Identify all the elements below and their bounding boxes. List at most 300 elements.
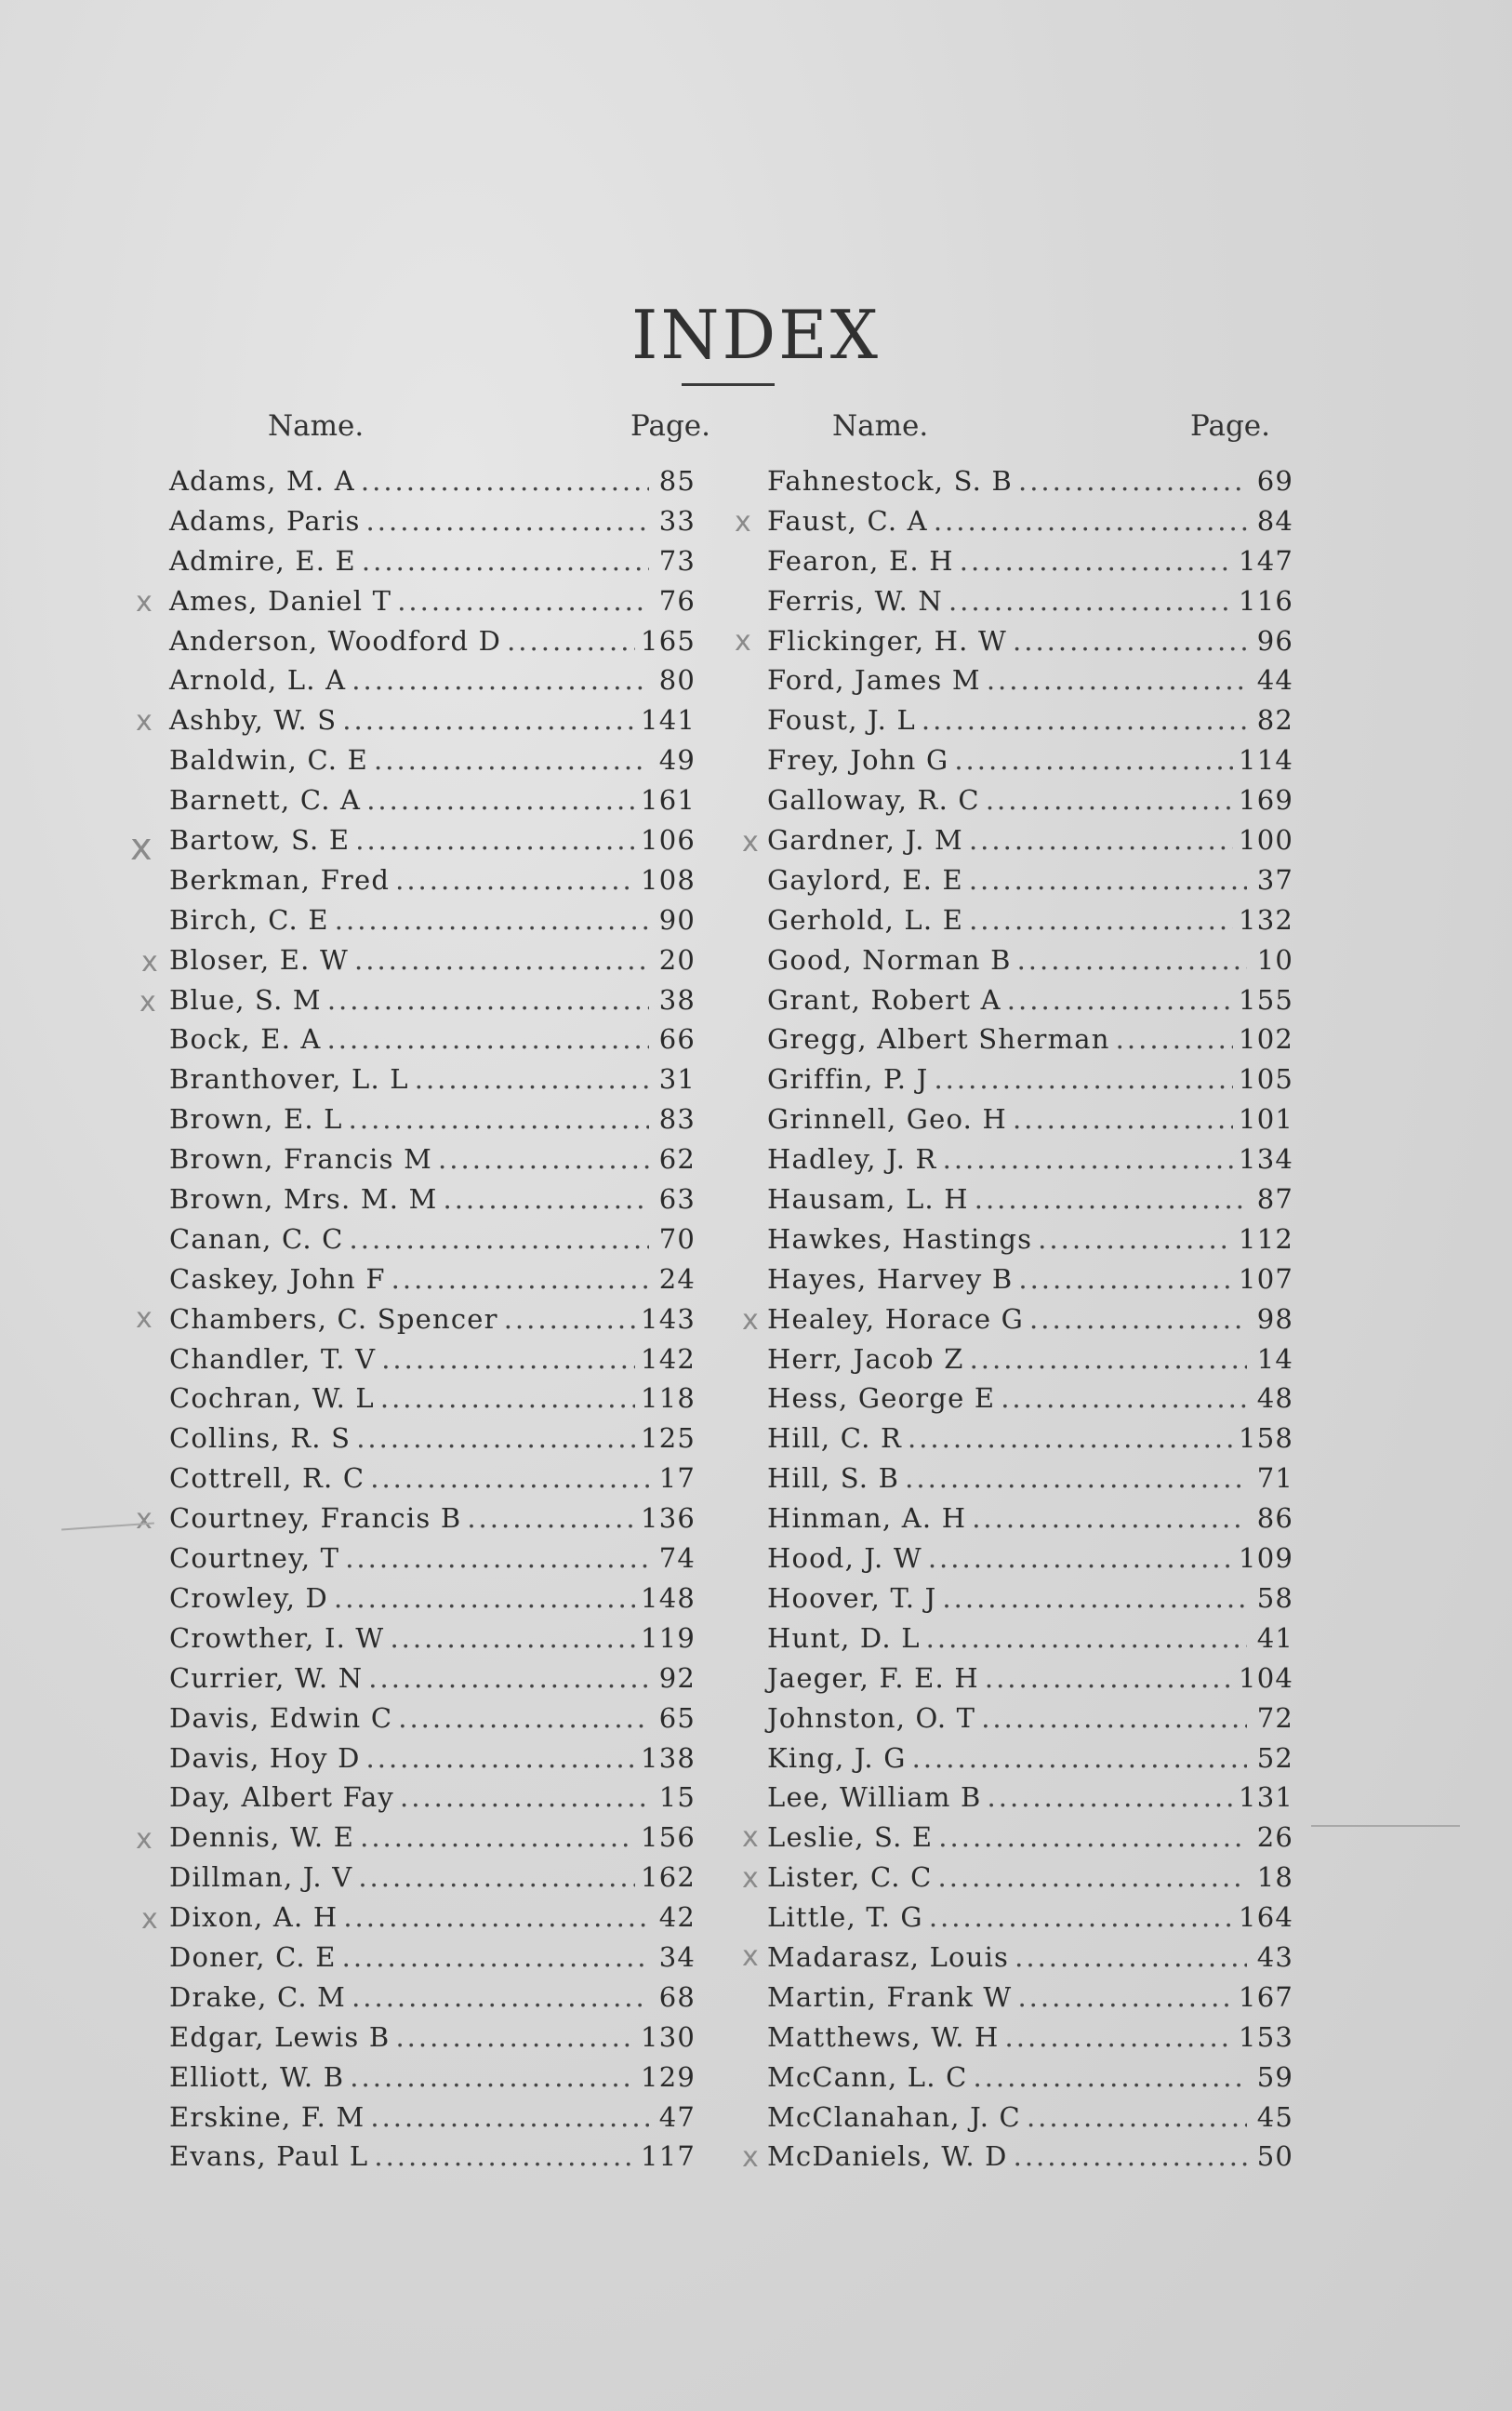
dot-leader bbox=[400, 1781, 649, 1813]
title-rule bbox=[682, 383, 775, 386]
entry-page-number: 167 bbox=[1239, 1980, 1293, 2013]
index-entry bbox=[758, 1343, 1293, 1383]
entry-name: Flickinger, H. W bbox=[767, 624, 1008, 657]
entry-page-number: 24 bbox=[658, 1262, 696, 1295]
index-entry bbox=[758, 1742, 1293, 1782]
entry-name: Hayes, Harvey B bbox=[767, 1262, 1014, 1295]
index-entry bbox=[758, 545, 1293, 585]
entry-page-number: 82 bbox=[1256, 704, 1293, 737]
entry-name: Johnston, O. T bbox=[767, 1701, 976, 1734]
entry-page-number: 156 bbox=[641, 1821, 696, 1854]
index-entry bbox=[166, 1343, 701, 1383]
index-entry bbox=[166, 864, 701, 904]
entry-page-number: 18 bbox=[1256, 1861, 1293, 1894]
entry-page-number: 15 bbox=[658, 1781, 696, 1814]
dot-leader bbox=[467, 1502, 635, 1534]
dot-leader bbox=[381, 1343, 635, 1375]
entry-name: Erskine, F. M bbox=[169, 2100, 365, 2133]
entry-page-number: 147 bbox=[1239, 544, 1293, 577]
entry-name: Grinnell, Geo. H bbox=[767, 1103, 1008, 1136]
index-entry bbox=[166, 1781, 701, 1821]
dot-leader bbox=[335, 904, 649, 936]
entry-page-number: 100 bbox=[1239, 824, 1293, 857]
dot-leader bbox=[374, 744, 649, 776]
dot-leader bbox=[938, 1861, 1247, 1893]
dot-leader bbox=[928, 1542, 1233, 1574]
dot-leader bbox=[908, 1422, 1233, 1454]
entry-name: Fearon, E. H bbox=[767, 544, 954, 577]
entry-name: Crowley, D bbox=[169, 1581, 328, 1614]
index-entry bbox=[758, 1382, 1293, 1422]
dot-leader bbox=[986, 784, 1233, 816]
entry-page-number: 158 bbox=[1239, 1422, 1293, 1455]
entry-page-number: 90 bbox=[658, 903, 696, 936]
entry-name: Brown, E. L bbox=[169, 1103, 343, 1136]
dot-leader bbox=[356, 1422, 635, 1454]
dot-leader bbox=[390, 1622, 635, 1654]
dot-leader bbox=[350, 1223, 649, 1255]
pencil-check-mark: x bbox=[136, 1302, 153, 1335]
index-entry bbox=[758, 1223, 1293, 1263]
entry-page-number: 41 bbox=[1256, 1621, 1293, 1654]
entry-name: Jaeger, F. E. H bbox=[767, 1661, 979, 1694]
entry-name: Ames, Daniel T bbox=[169, 584, 392, 617]
entry-page-number: 132 bbox=[1239, 903, 1293, 936]
entry-name: Frey, John G bbox=[767, 744, 949, 777]
pencil-check-mark: x bbox=[136, 1503, 153, 1536]
entry-name: Caskey, John F bbox=[169, 1262, 386, 1295]
entry-page-number: 130 bbox=[641, 2020, 696, 2053]
entry-page-number: 14 bbox=[1256, 1342, 1293, 1375]
dot-leader bbox=[334, 1582, 635, 1614]
dot-leader bbox=[342, 704, 635, 736]
entry-page-number: 70 bbox=[658, 1222, 696, 1255]
dot-leader bbox=[912, 1742, 1247, 1774]
index-entry bbox=[166, 1662, 701, 1702]
entry-name: Little, T. G bbox=[767, 1901, 923, 1934]
index-entry bbox=[166, 585, 701, 625]
entry-page-number: 138 bbox=[641, 1741, 696, 1774]
entry-list bbox=[758, 465, 1293, 2180]
dot-leader bbox=[969, 864, 1247, 896]
entry-page-number: 92 bbox=[658, 1661, 696, 1694]
entry-page-number: 17 bbox=[658, 1462, 696, 1495]
entry-name: Grant, Robert A bbox=[767, 983, 1001, 1016]
entry-page-number: 134 bbox=[1239, 1143, 1293, 1176]
entry-page-number: 105 bbox=[1239, 1063, 1293, 1096]
entry-page-number: 104 bbox=[1239, 1661, 1293, 1694]
entry-name: Dillman, J. V bbox=[169, 1861, 353, 1894]
dot-leader bbox=[360, 1821, 635, 1853]
dot-leader bbox=[1017, 1981, 1233, 2013]
dot-leader bbox=[934, 1063, 1233, 1095]
entry-page-number: 109 bbox=[1239, 1542, 1293, 1575]
dot-leader bbox=[345, 1542, 649, 1574]
column-header-page: Page. bbox=[1190, 409, 1270, 443]
entry-page-number: 10 bbox=[1256, 943, 1293, 976]
index-entry bbox=[166, 1582, 701, 1622]
index-entry bbox=[758, 784, 1293, 824]
dot-leader bbox=[1005, 2021, 1234, 2053]
dot-leader bbox=[366, 505, 649, 537]
entry-page-number: 131 bbox=[1239, 1781, 1293, 1814]
index-entry bbox=[166, 1263, 701, 1303]
dot-leader bbox=[443, 1183, 649, 1215]
index-entry bbox=[758, 984, 1293, 1024]
index-entry bbox=[758, 904, 1293, 944]
entry-name: Lee, William B bbox=[767, 1781, 982, 1814]
entry-page-number: 119 bbox=[641, 1621, 696, 1654]
entry-page-number: 129 bbox=[641, 2060, 696, 2093]
entry-page-number: 164 bbox=[1239, 1901, 1293, 1934]
entry-name: Branthover, L. L bbox=[169, 1063, 409, 1096]
entry-page-number: 125 bbox=[641, 1422, 696, 1455]
entry-page-number: 50 bbox=[1256, 2140, 1293, 2173]
entry-name: King, J. G bbox=[767, 1741, 907, 1774]
index-entry bbox=[758, 1502, 1293, 1542]
index-entry bbox=[758, 585, 1293, 625]
index-entry bbox=[758, 1063, 1293, 1103]
dot-leader bbox=[391, 1263, 649, 1295]
entry-page-number: 44 bbox=[1256, 664, 1293, 697]
dot-leader bbox=[1013, 625, 1247, 657]
entry-page-number: 114 bbox=[1239, 744, 1293, 777]
entry-page-number: 141 bbox=[641, 704, 696, 737]
entry-page-number: 116 bbox=[1239, 584, 1293, 617]
dot-leader bbox=[370, 1462, 649, 1494]
entry-name: Adams, Paris bbox=[169, 504, 361, 537]
entry-name: Davis, Hoy D bbox=[169, 1741, 361, 1774]
entry-page-number: 102 bbox=[1239, 1023, 1293, 1056]
dot-leader bbox=[327, 1023, 649, 1055]
entry-name: Gerhold, L. E bbox=[767, 903, 964, 936]
entry-name: McCann, L. C bbox=[767, 2060, 968, 2093]
entry-name: McClanahan, J. C bbox=[767, 2100, 1021, 2133]
dot-leader bbox=[351, 664, 649, 696]
dot-leader bbox=[972, 1502, 1247, 1534]
index-entry bbox=[166, 1622, 701, 1662]
index-entry bbox=[758, 1781, 1293, 1821]
entry-name: Evans, Paul L bbox=[169, 2140, 369, 2173]
dot-leader bbox=[366, 1742, 636, 1774]
dot-leader bbox=[1018, 1263, 1233, 1295]
entry-page-number: 112 bbox=[1239, 1222, 1293, 1255]
entry-name: Barnett, C. A bbox=[169, 784, 362, 817]
index-entry bbox=[166, 2061, 701, 2101]
entry-name: Brown, Francis M bbox=[169, 1143, 433, 1176]
dot-leader bbox=[1029, 1303, 1247, 1335]
entry-name: Bartow, S. E bbox=[169, 824, 351, 857]
index-entry bbox=[166, 1542, 701, 1582]
entry-name: Canan, C. C bbox=[169, 1222, 344, 1255]
entry-name: Hawkes, Hastings bbox=[767, 1222, 1033, 1255]
dot-leader bbox=[1007, 984, 1233, 1016]
entry-page-number: 96 bbox=[1256, 624, 1293, 657]
index-entry bbox=[758, 1263, 1293, 1303]
dot-leader bbox=[985, 1662, 1233, 1694]
dot-leader bbox=[507, 625, 635, 657]
index-entry bbox=[166, 2101, 701, 2141]
entry-name: Blue, S. M bbox=[169, 983, 322, 1016]
index-entry bbox=[758, 1103, 1293, 1143]
entry-page-number: 162 bbox=[641, 1861, 696, 1894]
entry-name: Healey, Horace G bbox=[767, 1302, 1025, 1335]
entry-page-number: 63 bbox=[658, 1183, 696, 1216]
index-entry bbox=[166, 784, 701, 824]
index-entry bbox=[758, 1462, 1293, 1502]
column-header-name: Name. bbox=[268, 409, 365, 443]
entry-name: Dixon, A. H bbox=[169, 1901, 338, 1934]
index-entry bbox=[758, 1622, 1293, 1662]
dot-leader bbox=[343, 1901, 649, 1933]
index-entry bbox=[166, 1223, 701, 1263]
entry-page-number: 62 bbox=[658, 1143, 696, 1176]
entry-name: Hill, S. B bbox=[767, 1462, 900, 1495]
dot-leader bbox=[504, 1303, 635, 1335]
entry-name: Courtney, T bbox=[169, 1542, 340, 1575]
index-entry bbox=[166, 664, 701, 704]
entry-name: Collins, R. S bbox=[169, 1422, 351, 1455]
index-entry bbox=[758, 625, 1293, 665]
dot-leader bbox=[960, 545, 1233, 577]
index-entry bbox=[166, 704, 701, 744]
pencil-stroke bbox=[1311, 1825, 1460, 1827]
entry-name: Chandler, T. V bbox=[169, 1342, 377, 1375]
index-entry bbox=[166, 904, 701, 944]
entry-name: Arnold, L. A bbox=[169, 664, 347, 697]
index-entry bbox=[758, 1901, 1293, 1941]
dot-leader bbox=[350, 2061, 635, 2093]
index-entry bbox=[758, 1861, 1293, 1901]
entry-name: Edgar, Lewis B bbox=[169, 2020, 391, 2053]
entry-name: Currier, W. N bbox=[169, 1661, 364, 1694]
pencil-check-mark: x bbox=[136, 586, 153, 619]
entry-page-number: 33 bbox=[658, 504, 696, 537]
index-entry bbox=[166, 1821, 701, 1861]
dot-leader bbox=[905, 1462, 1247, 1494]
index-entry bbox=[166, 1143, 701, 1183]
entry-page-number: 42 bbox=[658, 1901, 696, 1934]
entry-name: Fahnestock, S. B bbox=[767, 465, 1013, 497]
entry-name: Courtney, Francis B bbox=[169, 1502, 462, 1535]
pencil-check-mark: x bbox=[139, 986, 156, 1019]
entry-page-number: 148 bbox=[641, 1581, 696, 1614]
index-entry bbox=[166, 505, 701, 545]
entry-page-number: 107 bbox=[1239, 1262, 1293, 1295]
entry-name: Faust, C. A bbox=[767, 504, 928, 537]
entry-name: Martin, Frank W bbox=[767, 1980, 1013, 2013]
entry-name: Ashby, W. S bbox=[169, 704, 338, 737]
dot-leader bbox=[395, 2021, 635, 2053]
dot-leader bbox=[988, 1781, 1234, 1813]
dot-leader bbox=[1038, 1223, 1233, 1255]
entry-name: Hess, George E bbox=[767, 1382, 996, 1415]
entry-page-number: 165 bbox=[641, 624, 696, 657]
pencil-check-mark: x bbox=[141, 946, 158, 979]
page-title: INDEX bbox=[631, 296, 881, 374]
dot-leader bbox=[926, 1622, 1247, 1654]
entry-page-number: 26 bbox=[1256, 1821, 1293, 1854]
dot-leader bbox=[380, 1382, 635, 1414]
dot-leader bbox=[368, 1662, 649, 1694]
entry-page-number: 101 bbox=[1239, 1103, 1293, 1136]
entry-page-number: 86 bbox=[1256, 1502, 1293, 1535]
entry-name: Hausam, L. H bbox=[767, 1183, 969, 1216]
index-entry bbox=[166, 1981, 701, 2021]
dot-leader bbox=[398, 1702, 649, 1734]
entry-page-number: 69 bbox=[1256, 465, 1293, 497]
index-entry bbox=[758, 2021, 1293, 2061]
entry-page-number: 34 bbox=[658, 1940, 696, 1973]
entry-page-number: 68 bbox=[658, 1980, 696, 2013]
entry-page-number: 106 bbox=[641, 824, 696, 857]
entry-page-number: 85 bbox=[658, 465, 696, 497]
index-entry bbox=[166, 1502, 701, 1542]
dot-leader bbox=[351, 1981, 649, 2013]
entry-name: Bloser, E. W bbox=[169, 943, 350, 976]
index-entry bbox=[166, 625, 701, 665]
index-entry bbox=[758, 1183, 1293, 1223]
entry-page-number: 142 bbox=[641, 1342, 696, 1375]
entry-name: Cottrell, R. C bbox=[169, 1462, 365, 1495]
entry-page-number: 65 bbox=[658, 1701, 696, 1734]
dot-leader bbox=[922, 704, 1247, 736]
index-entry bbox=[758, 2101, 1293, 2141]
entry-name: Hill, C. R bbox=[767, 1422, 902, 1455]
column-header-page: Page. bbox=[630, 409, 710, 443]
entry-name: Galloway, R. C bbox=[767, 784, 980, 817]
entry-name: Gregg, Albert Sherman bbox=[767, 1023, 1110, 1056]
entry-name: Crowther, I. W bbox=[169, 1621, 385, 1654]
entry-page-number: 45 bbox=[1256, 2100, 1293, 2133]
entry-page-number: 155 bbox=[1239, 983, 1293, 1016]
entry-page-number: 58 bbox=[1256, 1581, 1293, 1614]
pencil-check-mark: x bbox=[136, 705, 153, 738]
entry-name: Dennis, W. E bbox=[169, 1821, 355, 1854]
entry-page-number: 80 bbox=[658, 664, 696, 697]
pencil-check-mark: x bbox=[130, 826, 153, 869]
pencil-check-mark: x bbox=[742, 826, 759, 859]
dot-leader bbox=[969, 904, 1233, 936]
index-entry bbox=[758, 1821, 1293, 1861]
entry-page-number: 84 bbox=[1256, 504, 1293, 537]
entry-page-number: 59 bbox=[1256, 2060, 1293, 2093]
dot-leader bbox=[1015, 1941, 1247, 1973]
pencil-check-mark: x bbox=[742, 1304, 759, 1337]
dot-leader bbox=[929, 1901, 1233, 1933]
entry-page-number: 143 bbox=[641, 1302, 696, 1335]
index-entry bbox=[166, 1422, 701, 1462]
entry-page-number: 74 bbox=[658, 1542, 696, 1575]
index-entry bbox=[166, 944, 701, 984]
entry-name: Griffin, P. J bbox=[767, 1063, 929, 1096]
entry-page-number: 31 bbox=[658, 1063, 696, 1096]
dot-leader bbox=[969, 824, 1233, 856]
pencil-check-mark: x bbox=[735, 506, 751, 539]
entry-name: Ferris, W. N bbox=[767, 584, 943, 617]
pencil-check-mark: x bbox=[742, 1862, 759, 1895]
entry-name: Day, Albert Fay bbox=[169, 1781, 395, 1814]
index-entry bbox=[758, 704, 1293, 744]
index-entry bbox=[166, 1941, 701, 1981]
entry-name: Baldwin, C. E bbox=[169, 744, 369, 777]
entry-name: Birch, C. E bbox=[169, 903, 329, 936]
index-entry bbox=[758, 1662, 1293, 1702]
index-entry bbox=[166, 1183, 701, 1223]
index-entry bbox=[758, 1702, 1293, 1742]
index-entry bbox=[758, 864, 1293, 904]
dot-leader bbox=[1027, 2101, 1247, 2133]
pencil-check-mark: x bbox=[742, 2141, 759, 2174]
entry-page-number: 52 bbox=[1256, 1741, 1293, 1774]
dot-leader bbox=[987, 664, 1247, 696]
entry-page-number: 38 bbox=[658, 983, 696, 1016]
pencil-check-mark: x bbox=[141, 1903, 158, 1936]
index-entry bbox=[166, 1702, 701, 1742]
pencil-check-mark: x bbox=[742, 1821, 759, 1854]
entry-page-number: 169 bbox=[1239, 784, 1293, 817]
dot-leader bbox=[354, 944, 649, 976]
index-entry bbox=[758, 824, 1293, 864]
entry-name: Herr, Jacob Z bbox=[767, 1342, 964, 1375]
entry-page-number: 73 bbox=[658, 544, 696, 577]
dot-leader bbox=[397, 585, 649, 617]
entry-page-number: 108 bbox=[641, 863, 696, 896]
entry-page-number: 71 bbox=[1256, 1462, 1293, 1495]
entry-page-number: 49 bbox=[658, 744, 696, 777]
entry-page-number: 98 bbox=[1256, 1302, 1293, 1335]
entry-name: Matthews, W. H bbox=[767, 2020, 1000, 2053]
entry-name: Hood, J. W bbox=[767, 1542, 922, 1575]
index-entry bbox=[166, 545, 701, 585]
dot-leader bbox=[1013, 1103, 1233, 1135]
index-entry bbox=[758, 2140, 1293, 2180]
dot-leader bbox=[1018, 465, 1247, 497]
index-entry bbox=[758, 1422, 1293, 1462]
dot-leader bbox=[943, 1143, 1233, 1175]
entry-name: Hunt, D. L bbox=[767, 1621, 921, 1654]
index-entry bbox=[758, 1303, 1293, 1343]
dot-leader bbox=[355, 824, 635, 856]
entry-name: Lister, C. C bbox=[767, 1861, 933, 1894]
dot-leader bbox=[954, 744, 1233, 776]
entry-page-number: 43 bbox=[1256, 1940, 1293, 1973]
dot-leader bbox=[1001, 1382, 1247, 1414]
entry-name: Hoover, T. J bbox=[767, 1581, 937, 1614]
pencil-check-mark: x bbox=[136, 1823, 153, 1856]
entry-page-number: 66 bbox=[658, 1023, 696, 1056]
index-entry bbox=[166, 2140, 701, 2180]
entry-page-number: 47 bbox=[658, 2100, 696, 2133]
dot-leader bbox=[415, 1063, 649, 1095]
index-entry bbox=[166, 1303, 701, 1343]
dot-leader bbox=[981, 1702, 1247, 1734]
entry-page-number: 83 bbox=[658, 1103, 696, 1136]
dot-leader bbox=[366, 784, 635, 816]
index-entry bbox=[166, 1901, 701, 1941]
dot-leader bbox=[975, 1183, 1247, 1215]
dot-leader bbox=[1116, 1023, 1233, 1055]
entry-name: Bock, E. A bbox=[169, 1023, 322, 1056]
dot-leader bbox=[349, 1103, 649, 1135]
entry-name: Gaylord, E. E bbox=[767, 863, 963, 896]
entry-page-number: 48 bbox=[1256, 1382, 1293, 1415]
index-entry bbox=[166, 465, 701, 505]
dot-leader bbox=[374, 2140, 635, 2172]
entry-name: Davis, Edwin C bbox=[169, 1701, 393, 1734]
dot-leader bbox=[934, 505, 1247, 537]
index-entry bbox=[166, 1103, 701, 1143]
